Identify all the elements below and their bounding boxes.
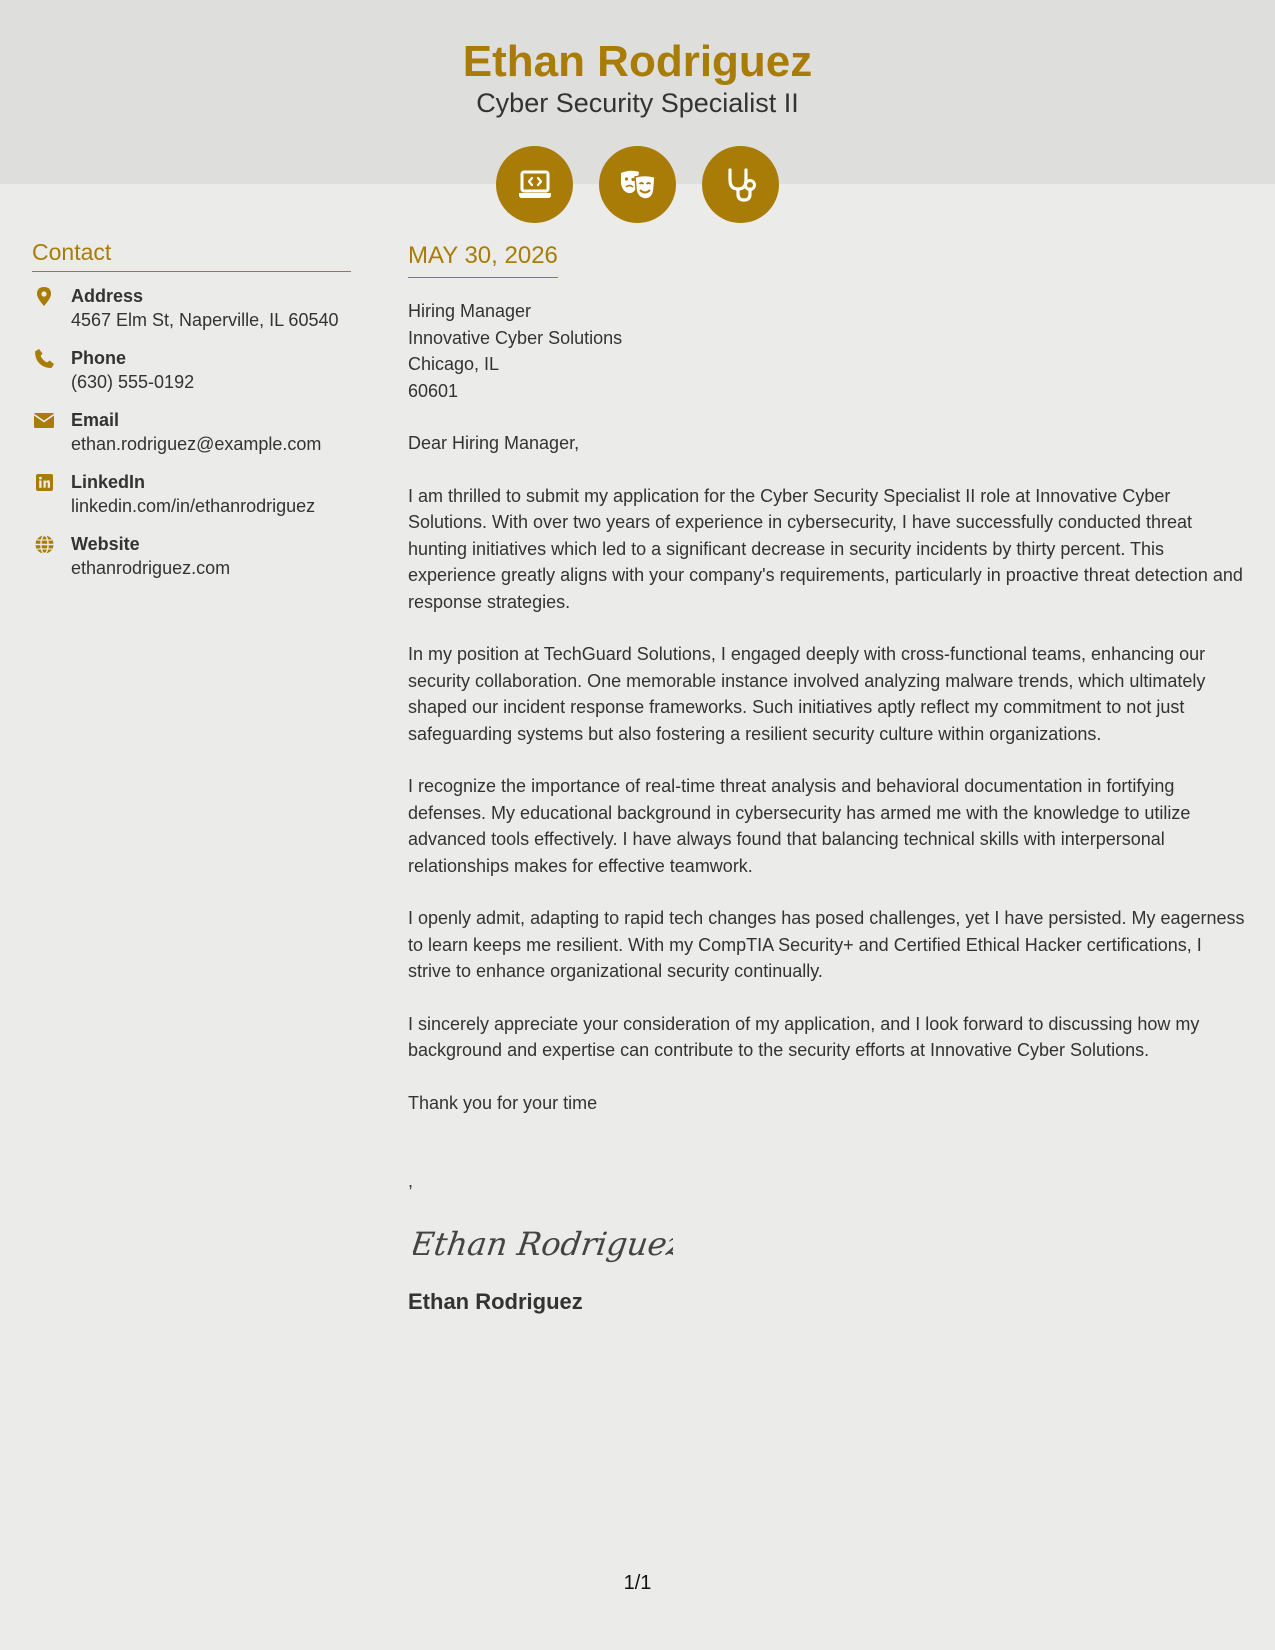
- signer-name: Ethan Rodriguez: [408, 1288, 583, 1314]
- contact-linkedin: [32, 470, 351, 518]
- laptop-code-badge: [496, 146, 573, 223]
- phone-value[interactable]: (630) 555-0192: [71, 372, 195, 392]
- applicant-name: Ethan Rodriguez: [462, 37, 813, 86]
- stethoscope-icon: [724, 167, 758, 203]
- contact-heading: Contact: [32, 236, 351, 272]
- body-paragraph: I am thrilled to submit my application for the Cyber Security Specialist II role at Innovative Cyber Solutions. With over two years of experience in cybersecurity, I have successfully conducted threat hunting initiatives which led to a significant decrease in security incidents by thirty percent. This experience greatly aligns with your company's requirements, particularly in proactive threat detection and response strategies.: [408, 485, 1243, 612]
- page-number: 1/1: [623, 1572, 652, 1594]
- map-pin-icon: [34, 286, 54, 306]
- phone-icon: [34, 348, 54, 368]
- salutation: Dear Hiring Manager,: [408, 433, 580, 453]
- contact-label: LinkedIn: [71, 472, 146, 492]
- recipient-line: Hiring Manager: [408, 301, 532, 321]
- contact-email: [32, 408, 351, 456]
- contact-phone: [32, 346, 351, 394]
- theater-masks-icon: [618, 168, 658, 202]
- contact-label: Email: [71, 410, 120, 430]
- theater-masks-badge: [599, 146, 676, 223]
- globe-icon: [34, 534, 54, 554]
- letter-body: [408, 240, 1248, 1317]
- contact-website: [32, 532, 351, 580]
- handwritten-signature: [413, 1215, 1248, 1275]
- recipient-line: 60601: [408, 380, 459, 401]
- contact-label: Phone: [71, 348, 127, 368]
- svg-text:Ethan Rodriguez: Ethan Rodriguez: [413, 1224, 673, 1263]
- closing-line: Thank you for your time: [408, 1092, 598, 1113]
- body-paragraph: In my position at TechGuard Solutions, I engaged deeply with cross-functional teams, enhancing our security collaboration. One memorable instance involved analyzing malware trends, which ultimately shaped our incident response frameworks. Such initiatives aptly reflect my commitment to not just safeguarding systems but also fostering a resilient security culture within organizations.: [408, 644, 1206, 744]
- stethoscope-badge: [702, 146, 779, 223]
- envelope-icon: [34, 410, 54, 430]
- contact-label: Website: [71, 534, 140, 554]
- laptop-code-icon: [517, 169, 553, 201]
- body-paragraph: I sincerely appreciate your consideration of my application, and I look forward to discussing how my background and expertise can contribute to the security efforts at Innovative Cyber Solutions.: [408, 1013, 1200, 1060]
- job-title: Cyber Security Specialist II: [476, 88, 799, 118]
- contact-label: Address: [71, 286, 144, 306]
- badge-row: [496, 146, 779, 223]
- recipient-line: Innovative Cyber Solutions: [408, 327, 623, 348]
- body-paragraph: I recognize the importance of real-time threat analysis and behavioral documentation in fortifying defenses. My educational background in cybersecurity has armed me with the knowledge to utilize advanced tools effectively. I have always found that balancing technical skills with interpersonal relationships makes for effective teamwork.: [408, 776, 1191, 876]
- recipient-block: [408, 298, 1248, 404]
- recipient-line: Chicago, IL: [408, 354, 500, 374]
- body-paragraph: I openly admit, adapting to rapid tech changes has posed challenges, yet I have persisted. My eagerness to learn keeps me resilient. With my CompTIA Security+ and Certified Ethical Hacker certifications, I strive to enhance organizational security continually.: [408, 908, 1245, 981]
- linkedin-value[interactable]: linkedin.com/in/ethanrodriguez: [71, 496, 316, 516]
- email-value[interactable]: ethan.rodriguez@example.com: [71, 434, 322, 454]
- contact-sidebar: [32, 236, 351, 594]
- letter-date: MAY 30, 2026: [408, 240, 558, 278]
- address-value: 4567 Elm St, Naperville, IL 60540: [71, 310, 339, 330]
- website-value[interactable]: ethanrodriguez.com: [71, 558, 231, 578]
- contact-address: [32, 284, 351, 332]
- linkedin-icon: [34, 472, 54, 492]
- closing-comma: ,: [408, 1171, 414, 1191]
